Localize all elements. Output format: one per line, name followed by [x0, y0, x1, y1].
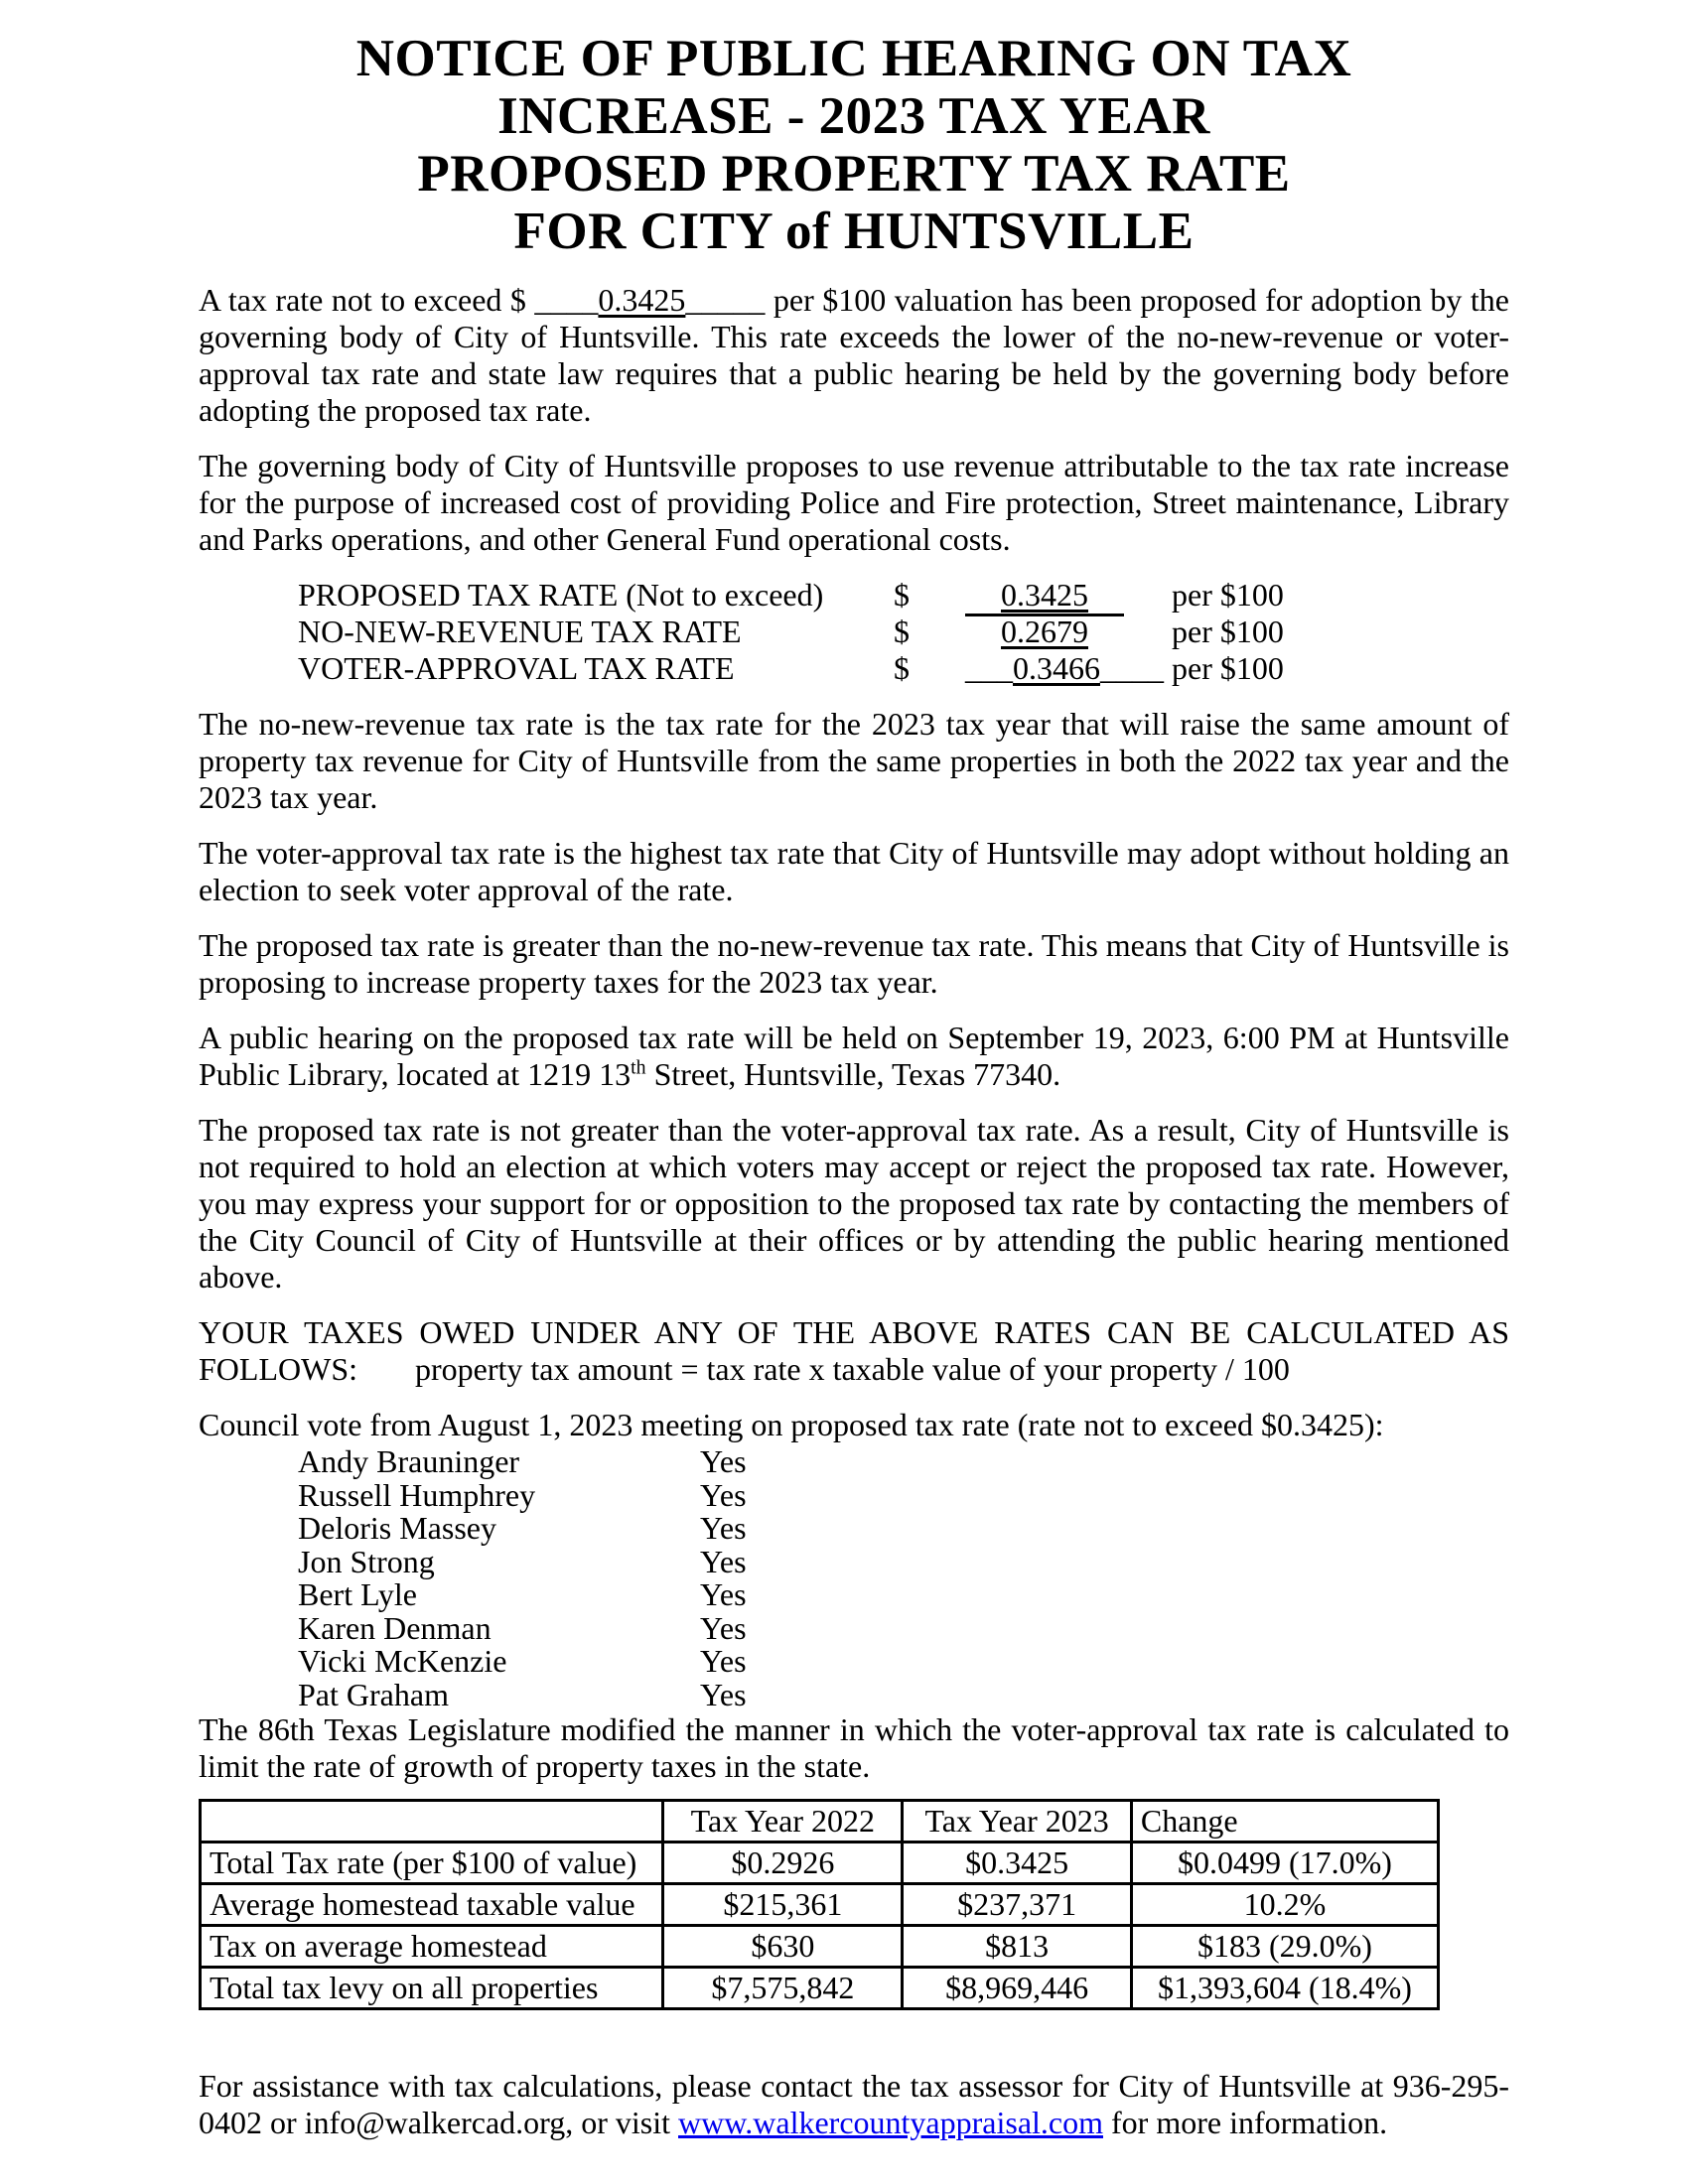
dollar-sign: $ — [894, 577, 910, 613]
calculation-formula-line — [199, 1351, 1509, 1388]
council-member-vote: Yes — [700, 1676, 747, 1712]
council-vote-row — [298, 1576, 1509, 1610]
intro-text-before: A tax rate not to exceed $ — [199, 282, 535, 318]
council-vote-row — [298, 1510, 1509, 1544]
rate-unit: per $100 — [1172, 614, 1284, 649]
blank-underscores-post: _____ — [685, 282, 766, 318]
header-tax-year-2023: Tax Year 2023 — [903, 1801, 1132, 1843]
council-vote-row — [298, 1477, 1509, 1511]
council-member-vote: Yes — [700, 1443, 747, 1479]
proposed-rates-block — [298, 577, 1509, 687]
document-title — [199, 30, 1509, 260]
council-member-name: Deloris Massey — [298, 1510, 496, 1546]
assistance-text-before: For assistance with tax calculations, please contact the tax assessor for City of Huntsville at 936-295-0402 or info@walkercad.org, or visit — [199, 2068, 1509, 2140]
council-vote-row — [298, 1443, 1509, 1477]
table-row-total-tax-rate — [201, 1843, 1439, 1884]
council-vote-row — [298, 1677, 1509, 1710]
value-change: $183 (29.0%) — [1131, 1926, 1438, 1968]
voter-approval-paragraph: The voter-approval tax rate is the highest tax rate that City of Huntsville may adopt without holding an election to seek voter approval of the rate. — [199, 835, 1509, 907]
value-change: $0.0499 (17.0%) — [1131, 1843, 1438, 1884]
greater-than-paragraph: The proposed tax rate is greater than the no-new-revenue tax rate. This means that City of Huntsville is proposing to increase property taxes for the 2023 tax year. — [199, 927, 1509, 1000]
council-member-name: Pat Graham — [298, 1676, 449, 1712]
title-line-3: PROPOSED PROPERTY TAX RATE — [417, 145, 1291, 203]
value-change: 10.2% — [1131, 1884, 1438, 1926]
tax-formula: property tax amount = tax rate x taxable value of your property / 100 — [415, 1351, 1290, 1387]
ordinal-superscript: th — [631, 1056, 646, 1079]
council-member-vote: Yes — [700, 1643, 747, 1679]
row-label: Tax on average homestead — [201, 1926, 663, 1968]
value-2022: $7,575,842 — [663, 1968, 903, 2009]
dollar-sign: $ — [894, 614, 910, 649]
council-vote-row — [298, 1610, 1509, 1644]
purpose-paragraph: The governing body of City of Huntsville proposes to use revenue attributable to the tax rate increase for the purpose of increased cost of providing Police and Fire protection, Street maintenance, Library and Parks operations, and other General Fund operational costs. — [199, 448, 1509, 557]
title-line-4: FOR CITY of HUNTSVILLE — [513, 203, 1195, 260]
proposed-tax-rate-row — [298, 577, 1509, 614]
table-row-avg-homestead-value — [201, 1884, 1439, 1926]
rate-label: PROPOSED TAX RATE (Not to exceed) — [298, 577, 824, 613]
council-vote-list — [298, 1443, 1509, 1712]
title-line-2: INCREASE - 2023 TAX YEAR — [497, 87, 1210, 145]
header-tax-year-2022: Tax Year 2022 — [663, 1801, 903, 1843]
council-vote-row — [298, 1544, 1509, 1577]
header-empty-cell — [201, 1801, 663, 1843]
voter-approval-rate-row — [298, 650, 1509, 687]
title-line-1: NOTICE OF PUBLIC HEARING ON TAX — [355, 30, 1352, 87]
hearing-text-after: Street, Huntsville, Texas 77340. — [645, 1056, 1061, 1092]
council-vote-row — [298, 1643, 1509, 1677]
council-member-name: Jon Strong — [298, 1543, 435, 1579]
rate-value — [965, 577, 1124, 616]
no-new-revenue-rate-row — [298, 614, 1509, 650]
table-row-total-tax-levy — [201, 1968, 1439, 2009]
calculation-intro-line: YOUR TAXES OWED UNDER ANY OF THE ABOVE RATES CAN BE CALCULATED AS — [199, 1314, 1509, 1350]
value-2023: $813 — [903, 1926, 1132, 1968]
council-member-name: Karen Denman — [298, 1609, 492, 1646]
follows-label: FOLLOWS: — [199, 1351, 357, 1387]
council-member-vote: Yes — [700, 1576, 747, 1612]
value-2022: $215,361 — [663, 1884, 903, 1926]
not-greater-paragraph: The proposed tax rate is not greater than the voter-approval tax rate. As a result, City of Huntsville is not required to hold an election at which voters may accept or reject the proposed tax rate. However, you may express your support for or opposition to the proposed tax rate by contacting the members of the City Council of City of Huntsville at their offices or by attending the public hearing mentioned above. — [199, 1112, 1509, 1295]
appraisal-website-link[interactable]: www.walkercountyappraisal.com — [678, 2105, 1103, 2140]
public-hearing-paragraph — [199, 1020, 1509, 1093]
rate-pre-underscores: ___ — [965, 650, 1013, 686]
intro-text-after: per $100 valuation has been proposed for adoption by the governing body of City of Huntsville. This rate exceeds the lower of the no-new-revenue or voter-approval tax rate and state law requires that a public hearing be held by the governing body before adopting the proposed tax rate. — [199, 282, 1510, 428]
council-vote-intro: Council vote from August 1, 2023 meeting on proposed tax rate (rate not to exceed $0.3425): — [199, 1407, 1384, 1442]
row-label: Total Tax rate (per $100 of value) — [201, 1843, 663, 1884]
rate-number: 0.2679 — [1001, 614, 1088, 649]
rate-post-underscores: ____ — [1100, 650, 1164, 686]
rate-value — [965, 650, 1164, 687]
council-member-name: Vicki McKenzie — [298, 1643, 507, 1679]
proposed-rate-value-inline: 0.3425 — [598, 282, 686, 318]
value-2023: $8,969,446 — [903, 1968, 1132, 2009]
no-new-revenue-paragraph: The no-new-revenue tax rate is the tax rate for the 2023 tax year that will raise the same amount of property tax revenue for City of Huntsville from the same properties in both the 2022 tax year and the 2023 tax year. — [199, 706, 1509, 815]
dollar-sign: $ — [894, 650, 910, 686]
rate-number: 0.3425 — [1001, 577, 1088, 613]
value-change: $1,393,604 (18.4%) — [1131, 1968, 1438, 2009]
council-member-vote: Yes — [700, 1476, 747, 1513]
rate-unit: per $100 — [1172, 650, 1284, 686]
value-2023: $0.3425 — [903, 1843, 1132, 1884]
hearing-text-before: A public hearing on the proposed tax rate will be held on September 19, 2023, 6:00 PM at Huntsville Public Library, located at 1219 13 — [199, 1020, 1509, 1092]
assistance-paragraph — [199, 2068, 1509, 2141]
tax-comparison-table — [199, 1799, 1440, 2010]
assistance-text-after: for more information. — [1103, 2105, 1388, 2140]
council-member-name: Russell Humphrey — [298, 1476, 536, 1513]
value-2022: $0.2926 — [663, 1843, 903, 1884]
legislature-paragraph: The 86th Texas Legislature modified the manner in which the voter-approval tax rate is calculated to limit the rate of growth of property taxes in the state. — [199, 1711, 1509, 1784]
comparison-header-row — [201, 1801, 1439, 1843]
header-change: Change — [1131, 1801, 1438, 1843]
rate-number: 0.3466 — [1013, 650, 1100, 686]
row-label: Total tax levy on all properties — [201, 1968, 663, 2009]
table-row-tax-on-avg-homestead — [201, 1926, 1439, 1968]
council-member-name: Bert Lyle — [298, 1576, 417, 1612]
rate-unit: per $100 — [1172, 577, 1284, 613]
row-label: Average homestead taxable value — [201, 1884, 663, 1926]
value-2022: $630 — [663, 1926, 903, 1968]
council-member-vote: Yes — [700, 1510, 747, 1546]
blank-underscores-pre: ____ — [534, 282, 599, 318]
rate-label: NO-NEW-REVENUE TAX RATE — [298, 614, 742, 649]
intro-paragraph — [199, 282, 1509, 429]
rate-label: VOTER-APPROVAL TAX RATE — [298, 650, 735, 686]
rate-value — [965, 614, 1124, 650]
council-member-vote: Yes — [700, 1609, 747, 1646]
tax-calculation-block — [199, 1314, 1509, 1388]
value-2023: $237,371 — [903, 1884, 1132, 1926]
council-member-vote: Yes — [700, 1543, 747, 1579]
council-member-name: Andy Brauninger — [298, 1443, 520, 1479]
